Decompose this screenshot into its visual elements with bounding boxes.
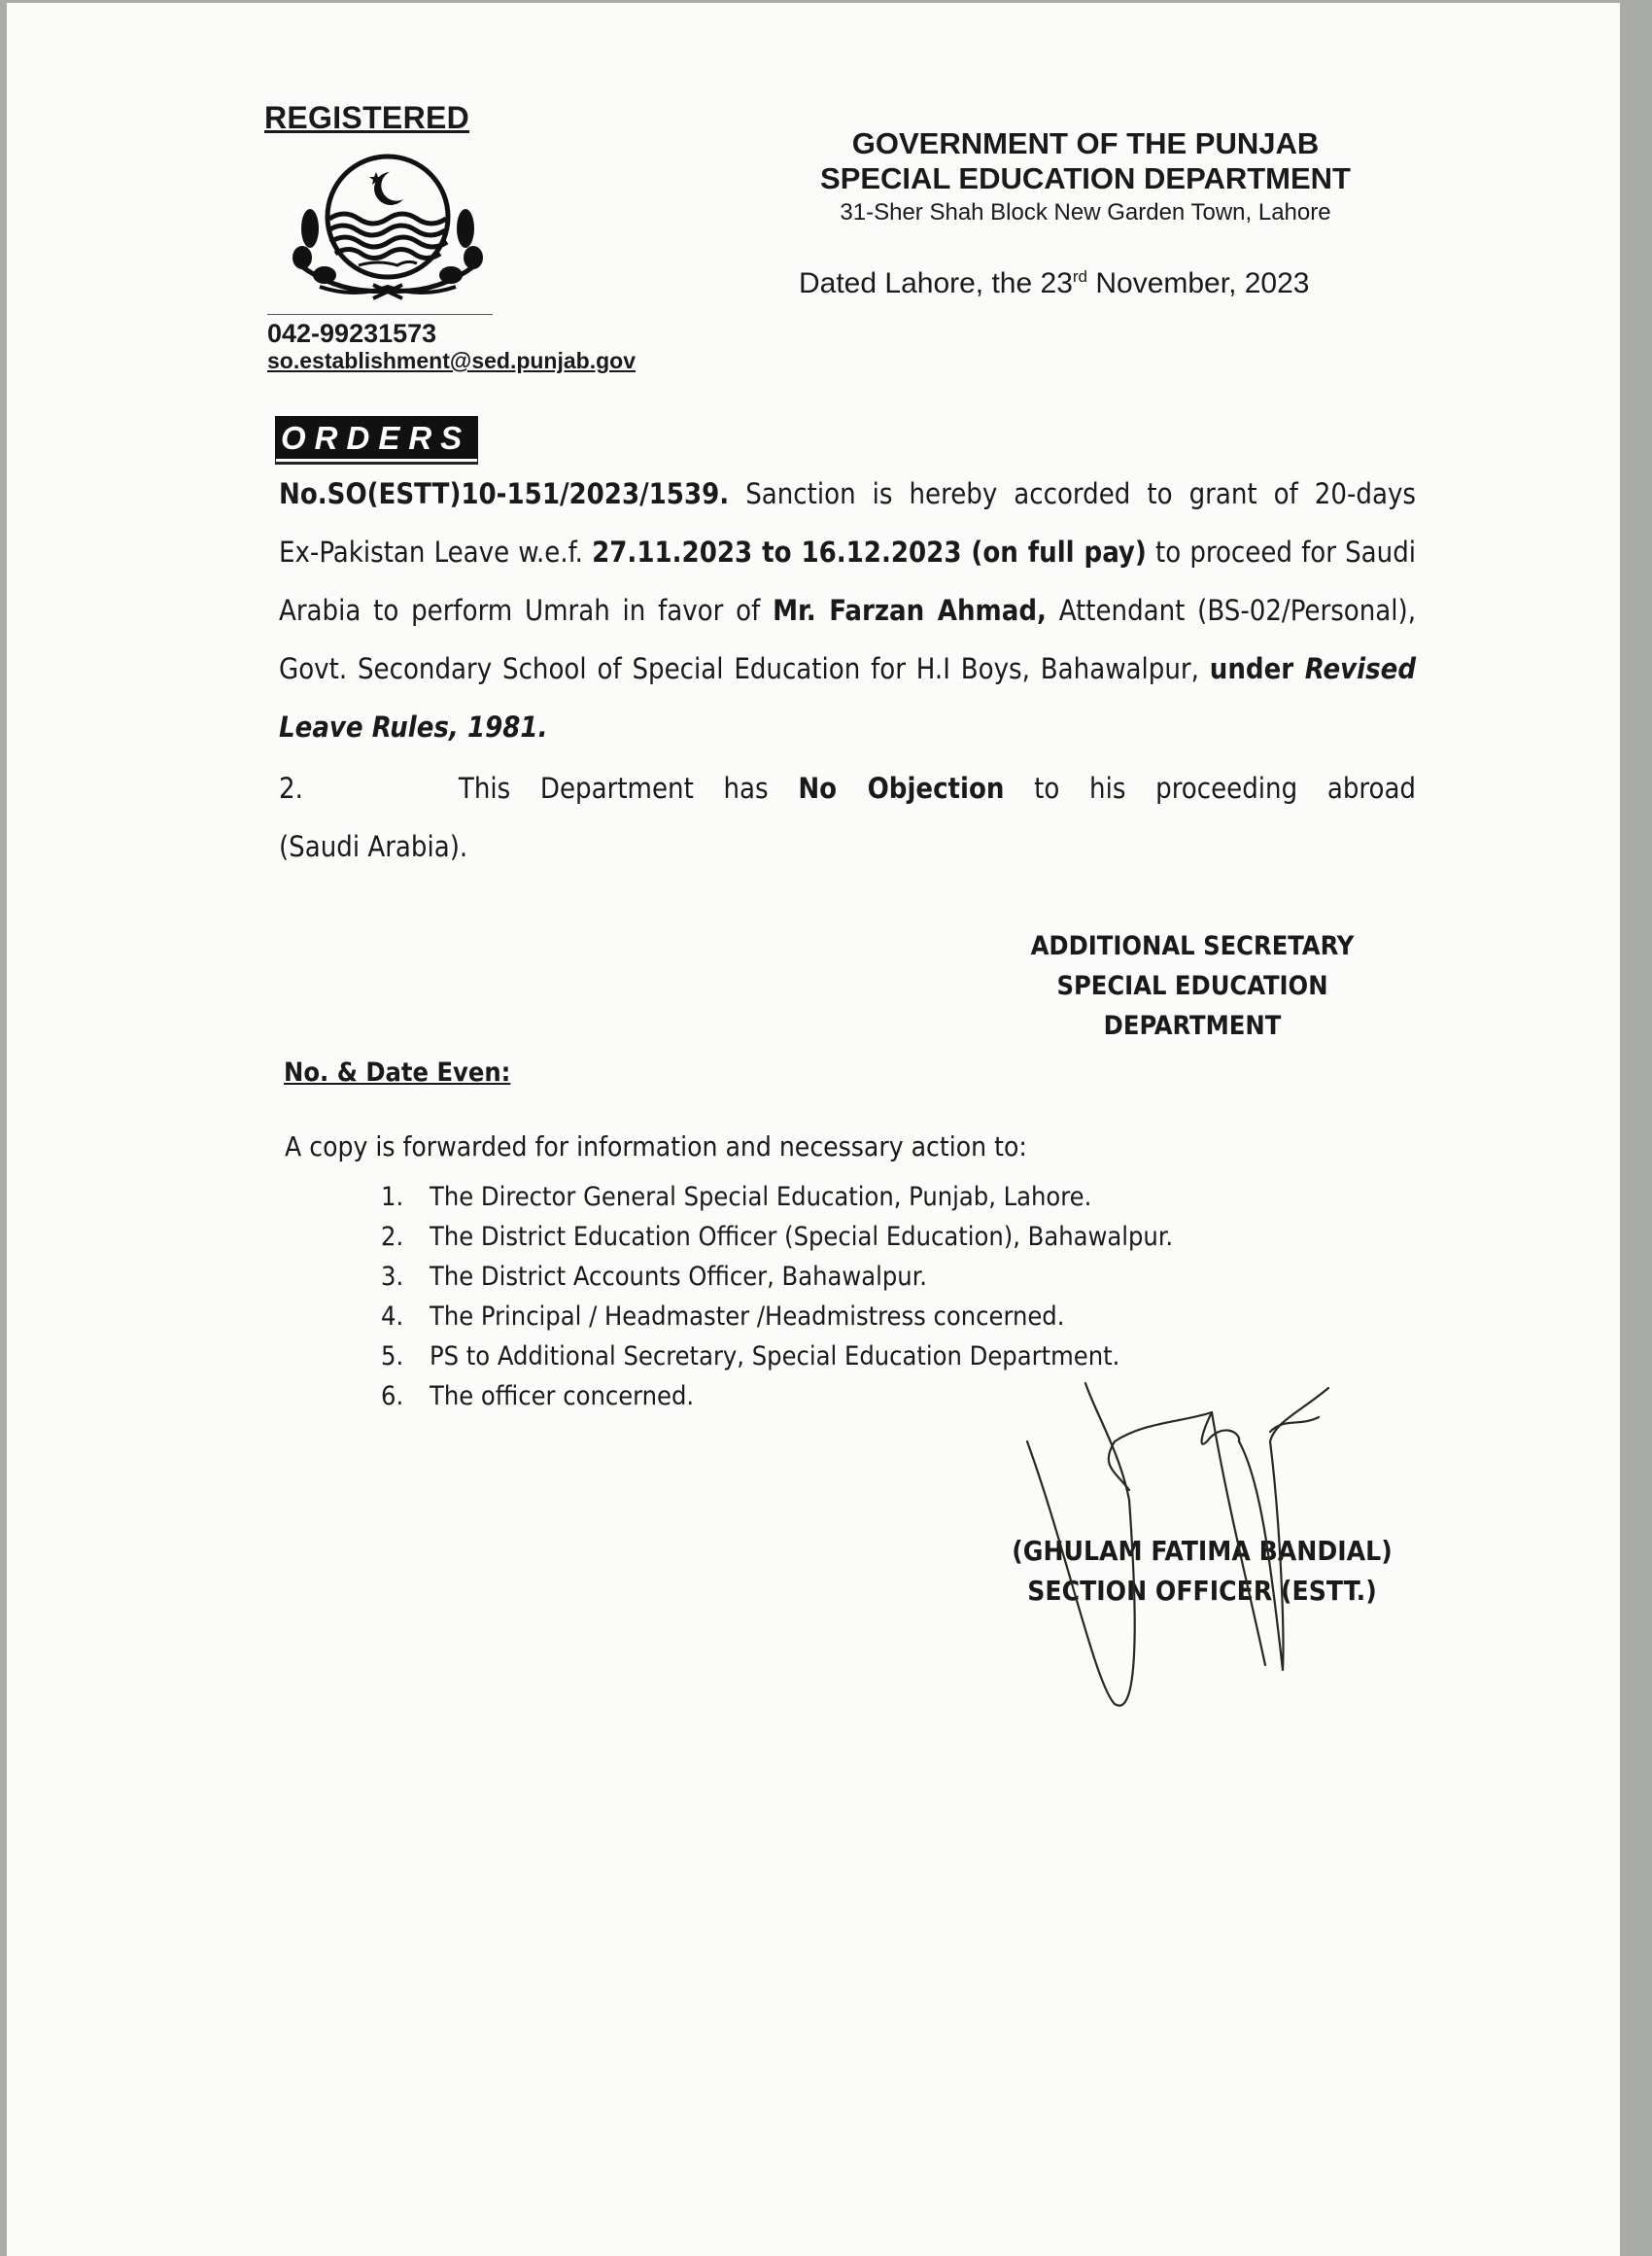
forward-text: A copy is forwarded for information and necessary action to: — [285, 1130, 1027, 1163]
registered-label: REGISTERED — [264, 100, 470, 135]
authority-line: DEPARTMENT — [1103, 1011, 1282, 1041]
authority-block — [979, 926, 1406, 1046]
handwritten-signature-icon — [1008, 1373, 1338, 1723]
date-line — [799, 267, 1310, 300]
text: (Saudi Arabia). — [279, 830, 468, 863]
list-text: The Director General Special Education, Punjab, Lahore. — [430, 1182, 1092, 1212]
employee-name: Mr. Farzan Ahmad, — [773, 594, 1047, 627]
signatory-name: (GHULAM FATIMA BANDIAL) — [1012, 1535, 1393, 1567]
orders-heading: ORDERS — [275, 416, 478, 459]
leave-rules: Revised — [1304, 652, 1416, 685]
signatory-designation: SECTION OFFICER (ESTT.) — [1027, 1575, 1377, 1607]
leave-dates: 27.11.2023 to 16.12.2023 (on full pay) — [592, 536, 1147, 569]
order-paragraph-1 — [279, 465, 1416, 756]
list-item — [381, 1257, 1173, 1297]
list-text: The District Education Officer (Special Education), Bahawalpur. — [430, 1222, 1174, 1252]
list-item — [381, 1336, 1173, 1376]
date-superscript: rd — [1072, 267, 1088, 286]
date-prefix: Dated Lahore, the 23 — [799, 267, 1073, 299]
order-reference-number: No.SO(ESTT)10-151/2023/1539. — [279, 477, 730, 510]
list-number: 5. — [381, 1341, 404, 1371]
government-title: GOVERNMENT OF THE PUNJAB — [851, 126, 1320, 160]
text: to his proceeding abroad — [1004, 772, 1416, 805]
list-item — [381, 1297, 1173, 1336]
text: to proceed for Saudi — [1146, 536, 1417, 569]
text: This Department has — [458, 772, 799, 805]
department-address: 31-Sher Shah Block New Garden Town, Lahore — [840, 199, 1331, 226]
list-number: 3. — [381, 1262, 404, 1292]
no-objection: No Objection — [798, 772, 1005, 805]
no-date-even-label: No. & Date Even: — [284, 1058, 511, 1088]
text: Sanction is hereby accorded to grant of 20-days — [729, 477, 1416, 510]
text: Ex-Pakistan Leave w.e.f. — [279, 536, 593, 569]
list-text: The District Accounts Officer, Bahawalpur. — [430, 1262, 927, 1292]
list-number: 4. — [381, 1302, 404, 1332]
email-link[interactable]: so.establishment@sed.punjab.gov — [267, 348, 636, 373]
list-item — [381, 1177, 1173, 1217]
paragraph-number: 2. — [279, 772, 303, 805]
punjab-government-emblem-icon — [281, 151, 495, 306]
list-item — [381, 1217, 1173, 1257]
list-number: 2. — [381, 1222, 404, 1252]
list-number: 1. — [381, 1182, 404, 1212]
divider — [267, 314, 493, 315]
authority-line: SPECIAL EDUCATION — [1056, 971, 1328, 1001]
date-suffix: November, 2023 — [1087, 267, 1310, 299]
list-text: The Principal / Headmaster /Headmistress concerned. — [430, 1302, 1065, 1332]
list-text: PS to Additional Secretary, Special Education Department. — [430, 1341, 1120, 1371]
phone-number: 042-99231573 — [267, 319, 437, 348]
authority-line: ADDITIONAL SECRETARY — [1030, 931, 1355, 961]
list-number: 6. — [381, 1381, 404, 1411]
order-paragraph-2 — [279, 759, 1416, 876]
text: under — [1209, 652, 1305, 685]
document-page — [7, 3, 1620, 2256]
text: Govt. Secondary School of Special Education for H.I Boys, Bahawalpur, — [279, 652, 1210, 685]
text: Arabia to perform Umrah in favor of — [279, 594, 774, 627]
department-title: SPECIAL EDUCATION DEPARTMENT — [820, 161, 1351, 195]
text: Attendant (BS-02/Personal), — [1046, 594, 1416, 627]
list-text: The officer concerned. — [430, 1381, 695, 1411]
leave-rules: Leave Rules, 1981. — [279, 711, 548, 744]
